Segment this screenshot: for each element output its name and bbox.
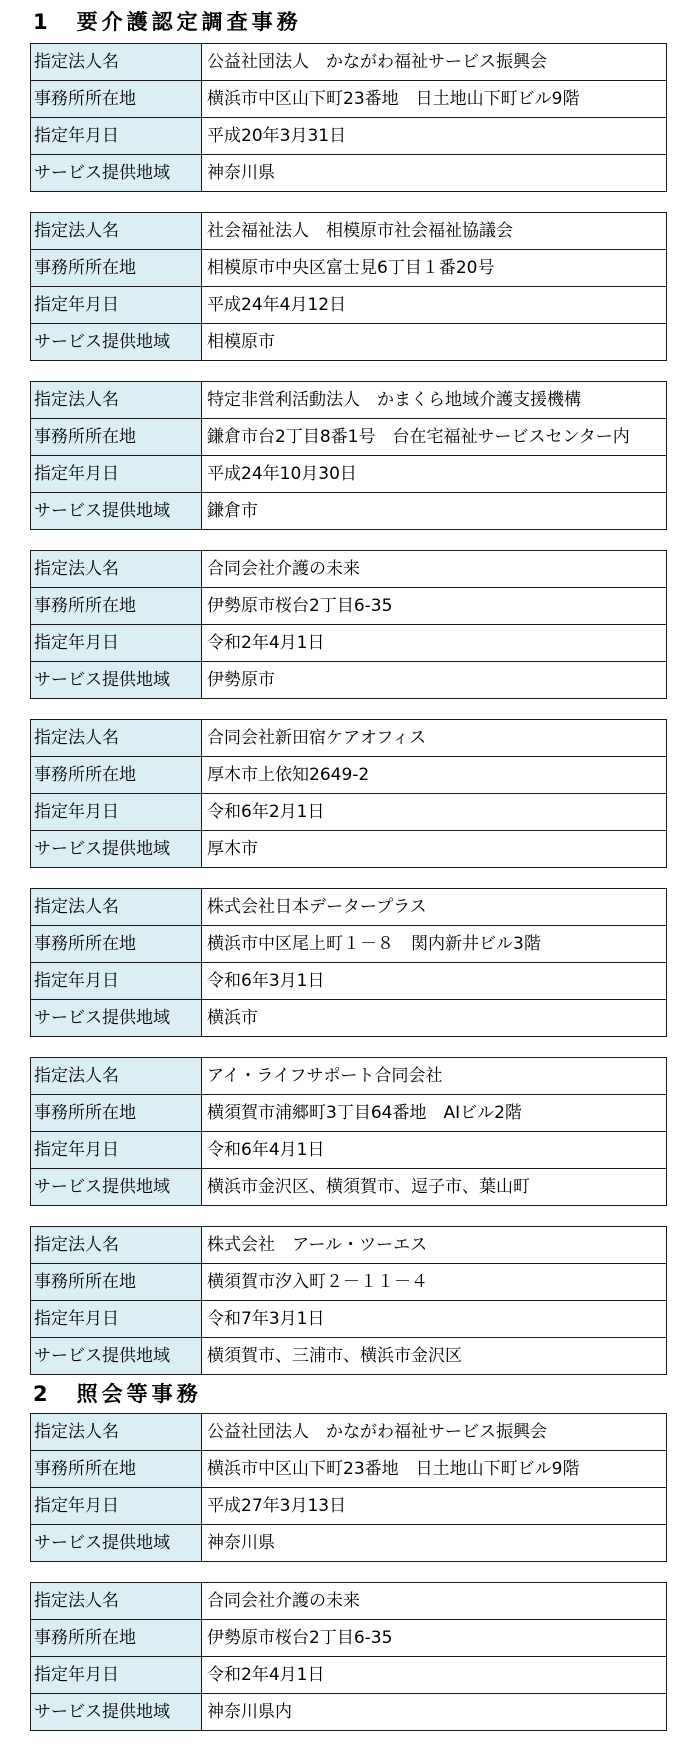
designation-date-row (31, 1300, 666, 1337)
office-address-label: 事務所所在地 (31, 926, 202, 962)
office-address-label: 事務所所在地 (31, 1264, 202, 1300)
service-area-row (31, 999, 666, 1036)
corporation-name-value: 合同会社介護の未来 (207, 559, 360, 579)
corporation-row (31, 889, 666, 925)
office-address-value: 伊勢原市桜台2丁目6-35 (207, 596, 393, 616)
service-area-value: 横須賀市、三浦市、横浜市金沢区 (207, 1346, 462, 1366)
section-inquiry-affairs (30, 1375, 667, 1731)
office-address-row (31, 925, 666, 962)
service-area-row (31, 1693, 666, 1730)
office-address-row (31, 587, 666, 624)
service-area-value: 神奈川県内 (207, 1702, 292, 1722)
designation-date-value: 令和6年2月1日 (207, 802, 325, 822)
designation-date-label: 指定年月日 (31, 1132, 202, 1168)
service-area-label: サービス提供地域 (31, 1338, 202, 1374)
corporation-name-value: 株式会社 アール・ツーエス (207, 1235, 428, 1255)
corporation-row (31, 213, 666, 249)
corporation-row (31, 382, 666, 418)
designation-date-label: 指定年月日 (31, 963, 202, 999)
corporation-name-label: 指定法人名 (31, 889, 202, 925)
service-area-value: 伊勢原市 (207, 670, 275, 690)
designation-date-value: 令和6年4月1日 (207, 1140, 325, 1160)
designation-date-label: 指定年月日 (31, 118, 202, 154)
entry-table (30, 1057, 667, 1206)
office-address-value: 横浜市中区山下町23番地 日土地山下町ビル9階 (207, 89, 580, 109)
service-area-value: 神奈川県 (207, 163, 275, 183)
designation-date-row (31, 455, 666, 492)
entry-table (30, 550, 667, 699)
office-address-row (31, 756, 666, 793)
service-area-label: サービス提供地域 (31, 1000, 202, 1036)
corporation-row (31, 720, 666, 756)
office-address-row (31, 1450, 666, 1487)
corporation-name-value: アイ・ライフサポート合同会社 (207, 1066, 443, 1086)
designation-date-row (31, 286, 666, 323)
service-area-label: サービス提供地域 (31, 1169, 202, 1205)
entry-table (30, 1413, 667, 1562)
designation-date-row (31, 1656, 666, 1693)
corporation-row (31, 551, 666, 587)
office-address-value: 鎌倉市台2丁目8番1号 台在宅福祉サービスセンター内 (207, 427, 630, 447)
office-address-value: 横須賀市汐入町２－１１－４ (207, 1272, 428, 1292)
office-address-row (31, 1094, 666, 1131)
corporation-row (31, 1414, 666, 1450)
service-area-value: 神奈川県 (207, 1533, 275, 1553)
service-area-row (31, 1337, 666, 1374)
office-address-label: 事務所所在地 (31, 1620, 202, 1656)
service-area-label: サービス提供地域 (31, 324, 202, 360)
office-address-label: 事務所所在地 (31, 250, 202, 286)
corporation-name-value: 合同会社新田宿ケアオフィス (207, 728, 426, 748)
entry-table (30, 888, 667, 1037)
designation-date-row (31, 793, 666, 830)
designation-date-label: 指定年月日 (31, 287, 202, 323)
office-address-label: 事務所所在地 (31, 757, 202, 793)
designation-date-value: 平成24年10月30日 (207, 464, 357, 484)
office-address-label: 事務所所在地 (31, 81, 202, 117)
section-heading: 1 要介護認定調査事務 (33, 10, 302, 34)
corporation-name-value: 合同会社介護の未来 (207, 1591, 360, 1611)
service-area-value: 横浜市 (207, 1008, 258, 1028)
entry-table (30, 719, 667, 868)
service-area-value: 厚木市 (207, 839, 258, 859)
entry-table (30, 1582, 667, 1731)
office-address-value: 厚木市上依知2649-2 (207, 765, 370, 785)
section-care-certification-survey (30, 0, 667, 1375)
corporation-name-value: 特定非営利活動法人 かまくら地域介護支援機構 (207, 390, 581, 410)
service-area-row (31, 830, 666, 867)
corporation-name-label: 指定法人名 (31, 1227, 202, 1263)
service-area-row (31, 154, 666, 191)
designation-date-label: 指定年月日 (31, 1488, 202, 1524)
service-area-row (31, 323, 666, 360)
service-area-label: サービス提供地域 (31, 155, 202, 191)
office-address-value: 横浜市中区尾上町１－８ 関内新井ビル3階 (207, 934, 541, 954)
service-area-value: 鎌倉市 (207, 501, 258, 521)
office-address-row (31, 249, 666, 286)
office-address-label: 事務所所在地 (31, 1095, 202, 1131)
designation-date-value: 令和7年3月1日 (207, 1309, 325, 1329)
designation-date-value: 平成20年3月31日 (207, 126, 347, 146)
office-address-label: 事務所所在地 (31, 419, 202, 455)
corporation-name-label: 指定法人名 (31, 382, 202, 418)
corporation-row (31, 44, 666, 80)
designation-date-value: 平成27年3月13日 (207, 1496, 347, 1516)
office-address-value: 横須賀市浦郷町3丁目64番地 AIビル2階 (207, 1103, 522, 1123)
service-area-label: サービス提供地域 (31, 493, 202, 529)
corporation-name-label: 指定法人名 (31, 720, 202, 756)
service-area-label: サービス提供地域 (31, 1694, 202, 1730)
corporation-name-label: 指定法人名 (31, 213, 202, 249)
office-address-row (31, 1619, 666, 1656)
corporation-name-label: 指定法人名 (31, 1583, 202, 1619)
service-area-value: 相模原市 (207, 332, 275, 352)
corporation-name-value: 公益社団法人 かながわ福祉サービス振興会 (207, 52, 547, 72)
service-area-row (31, 1524, 666, 1561)
service-area-row (31, 1168, 666, 1205)
service-area-label: サービス提供地域 (31, 662, 202, 698)
office-address-row (31, 1263, 666, 1300)
designation-date-label: 指定年月日 (31, 1301, 202, 1337)
service-area-label: サービス提供地域 (31, 1525, 202, 1561)
designation-date-label: 指定年月日 (31, 1657, 202, 1693)
office-address-value: 伊勢原市桜台2丁目6-35 (207, 1628, 393, 1648)
office-address-label: 事務所所在地 (31, 588, 202, 624)
corporation-name-label: 指定法人名 (31, 1058, 202, 1094)
office-address-row (31, 418, 666, 455)
designation-date-row (31, 1487, 666, 1524)
designation-date-label: 指定年月日 (31, 794, 202, 830)
corporation-name-label: 指定法人名 (31, 44, 202, 80)
designation-date-label: 指定年月日 (31, 456, 202, 492)
designation-date-value: 令和2年4月1日 (207, 1665, 325, 1685)
corporation-row (31, 1227, 666, 1263)
designation-date-value: 平成24年4月12日 (207, 295, 347, 315)
entry-table (30, 381, 667, 530)
corporation-name-label: 指定法人名 (31, 1414, 202, 1450)
entry-table (30, 212, 667, 361)
corporation-name-value: 社会福祉法人 相模原市社会福祉協議会 (207, 221, 513, 241)
designation-date-row (31, 117, 666, 154)
entry-table (30, 43, 667, 192)
service-area-row (31, 492, 666, 529)
office-address-row (31, 80, 666, 117)
designation-date-label: 指定年月日 (31, 625, 202, 661)
office-address-value: 横浜市中区山下町23番地 日土地山下町ビル9階 (207, 1459, 580, 1479)
corporation-name-label: 指定法人名 (31, 551, 202, 587)
entry-table (30, 1226, 667, 1375)
service-area-label: サービス提供地域 (31, 831, 202, 867)
designation-date-row (31, 624, 666, 661)
designation-date-row (31, 962, 666, 999)
corporation-row (31, 1058, 666, 1094)
corporation-name-value: 株式会社日本データープラス (207, 897, 427, 917)
designation-date-row (31, 1131, 666, 1168)
office-address-label: 事務所所在地 (31, 1451, 202, 1487)
section-heading: 2 照会等事務 (33, 1382, 202, 1406)
designation-date-value: 令和2年4月1日 (207, 633, 325, 653)
corporation-name-value: 公益社団法人 かながわ福祉サービス振興会 (207, 1422, 547, 1442)
office-address-value: 相模原市中央区富士見6丁目１番20号 (207, 258, 495, 278)
service-area-value: 横浜市金沢区、横須賀市、逗子市、葉山町 (207, 1177, 530, 1197)
designation-date-value: 令和6年3月1日 (207, 971, 325, 991)
corporation-row (31, 1583, 666, 1619)
service-area-row (31, 661, 666, 698)
